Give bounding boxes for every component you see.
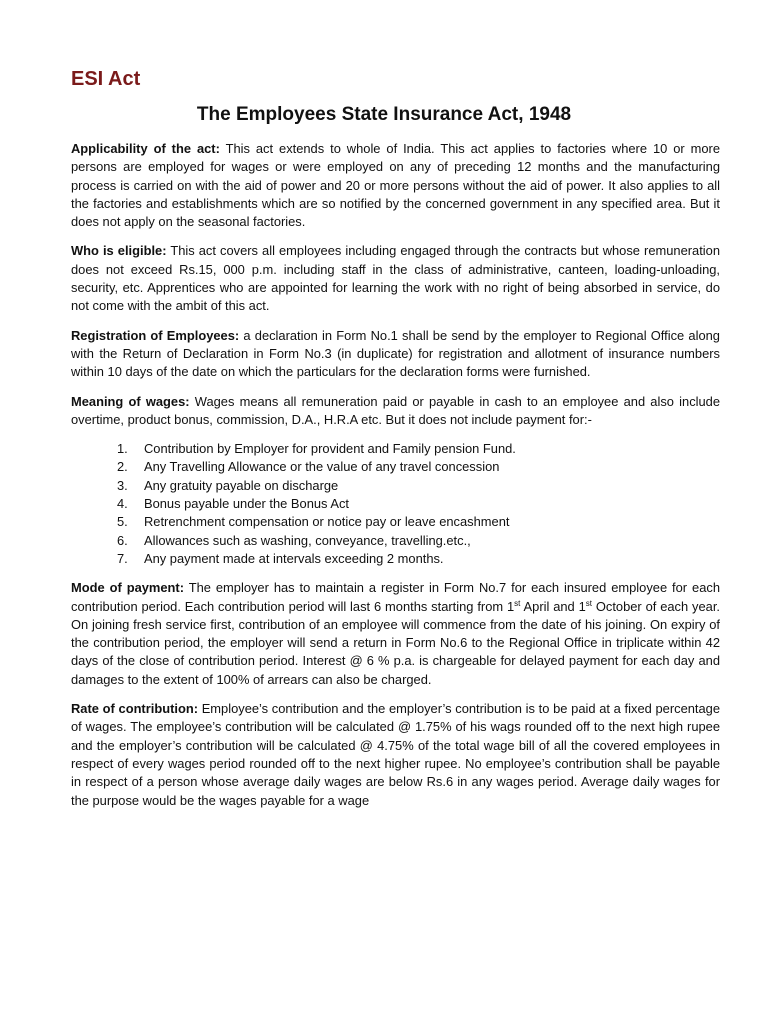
applicability-text: This act extends to whole of India. This act applies to factories where 10 or more persons are employed for wages or were employed on any of preceding 12 months and the manufacturing process is carried on with the aid of power and 20 or more persons without the aid of power. It also applies to all the factories and establishments which are so notified by the concerned government in any specified area. But it does not apply on the seasonal factories. — [71, 141, 720, 230]
list-item-number: 4. — [117, 496, 128, 512]
registration-text: a declaration in Form No.1 shall be send by the employer to Regional Office along with the Return of Declaration in Form No.3 (in duplicate) for registration and allotment of insurance numbers within 10 days of the date on which the particulars for the declaration forms were furnished. — [71, 327, 720, 380]
list-item-number: 3. — [117, 477, 128, 493]
payment-text-b: April and 1 — [520, 598, 586, 614]
list-item-number: 6. — [117, 532, 128, 548]
eligibility-paragraph — [71, 242, 720, 315]
list-item-text: Allowances such as washing, conveyance, travelling.etc., — [144, 532, 471, 548]
applicability-paragraph — [71, 140, 720, 231]
list-item-number: 1. — [117, 441, 128, 457]
registration-paragraph — [71, 327, 720, 382]
list-item-text: Any gratuity payable on discharge — [144, 477, 339, 493]
list-item-text: Retrenchment compensation or notice pay or leave encashment — [144, 514, 510, 530]
document-body — [71, 140, 720, 821]
list-item — [117, 550, 720, 568]
list-item — [117, 513, 720, 531]
list-item-text: Any Travelling Allowance or the value of any travel concession — [144, 459, 500, 475]
list-item-number: 7. — [117, 550, 128, 566]
registration-heading: Registration of Employees: — [71, 327, 240, 343]
payment-superscript-b: st — [585, 598, 592, 608]
contribution-paragraph — [71, 700, 720, 810]
payment-heading: Mode of payment: — [71, 580, 185, 596]
wages-paragraph — [71, 393, 720, 430]
header-title: ESI Act — [71, 68, 141, 90]
contribution-heading: Rate of contribution: — [71, 701, 198, 717]
list-item-number: 2. — [117, 459, 128, 475]
list-item — [117, 532, 720, 550]
payment-superscript-a: st — [514, 598, 521, 608]
wages-exclusions-list — [71, 440, 720, 568]
list-item — [117, 440, 720, 458]
eligibility-text: This act covers all employees including engaged through the contracts but whose remuneration does not exceed Rs.15, 000 p.m. including staff in the class of administrative, canteen, loading-unloading, security, etc. Apprentices who are appointed for learning the work with no right of being absorbed in service, do not come with the ambit of this act. — [71, 243, 720, 314]
list-item-text: Bonus payable under the Bonus Act — [144, 496, 349, 512]
payment-text-c: October of each year. On joining fresh service first, contribution of an employee will commence from the date of his joining. On expiry of the contribution period, the employer will send a return in Form No.6 to the Regional Office in triplicate within 42 days of the close of contribution period. Interest @ 6 % p.a. is chargeable for delayed payment for each day and damages to the extent of 100% of arrears can also be charged. — [71, 598, 720, 687]
list-item-text: Contribution by Employer for provident and Family pension Fund. — [144, 441, 516, 457]
list-item — [117, 495, 720, 513]
eligibility-heading: Who is eligible: — [71, 243, 167, 259]
wages-text: Wages means all remuneration paid or payable in cash to an employee and also include overtime, product bonus, commission, D.A., H.R.A etc. But it does not include payment for:- — [71, 393, 721, 427]
list-item — [117, 477, 720, 495]
list-item-text: Any payment made at intervals exceeding 2 months. — [144, 550, 444, 566]
payment-text-a: The employer has to maintain a register in Form No.7 for each insured employee for each contribution period. Each contribution period will last 6 months starting from 1 — [71, 580, 720, 614]
applicability-heading: Applicability of the act: — [71, 141, 220, 156]
payment-paragraph — [71, 579, 720, 689]
document-title: The Employees State Insurance Act, 1948 — [196, 104, 572, 125]
list-item-number: 5. — [117, 514, 128, 530]
list-item — [117, 458, 720, 476]
wages-heading: Meaning of wages: — [71, 393, 190, 409]
contribution-text: Employee’s contribution and the employer’s contribution is to be paid at a fixed percentage of wages. The employee’s contribution will be calculated @ 1.75% of his wags rounded off to the next high rupee and the employer’s contribution will be calculated @ 4.75% of the total wage bill of all the covered employees in respect of every wages period rounded off to the next higher rupee. No employee’s contribution shall be payable in respect of a person whose average daily wages are below Rs.6 in any wages period. Average daily wages for the purpose would be the wages payable for a wage — [71, 701, 720, 808]
